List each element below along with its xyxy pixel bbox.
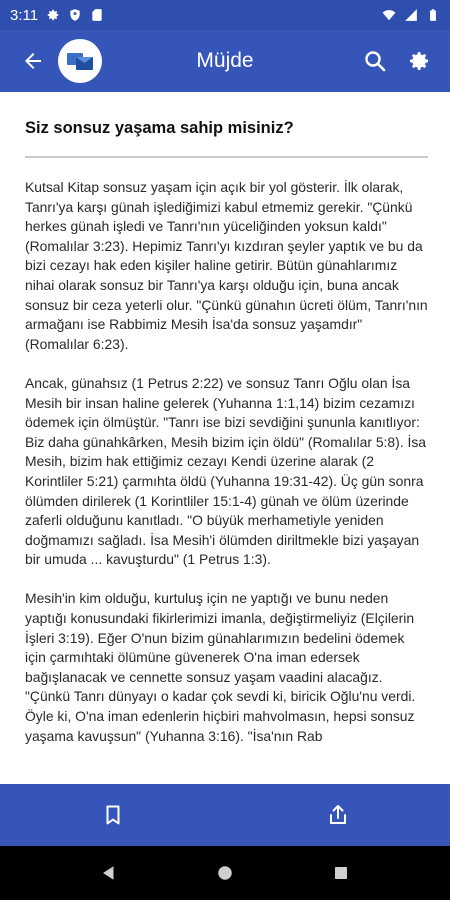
bottom-action-bar	[0, 784, 450, 846]
gear-icon	[46, 8, 60, 22]
app-logo-icon	[64, 45, 96, 77]
app-logo	[58, 39, 102, 83]
article-heading: Siz sonsuz yaşama sahip misiniz?	[25, 119, 294, 137]
search-icon	[363, 49, 387, 73]
heading-divider	[25, 156, 428, 158]
home-circle-icon	[216, 864, 234, 882]
bookmark-button[interactable]	[93, 795, 133, 835]
back-triangle-icon	[100, 864, 118, 882]
share-button[interactable]	[318, 795, 358, 835]
share-icon	[326, 803, 350, 827]
article-paragraph-2: Ancak, günahsız (1 Petrus 2:22) ve sonsuz Tanrı Oğlu olan İsa Mesih bir insan haline gelerek (Yuhanna 1:1,14) bizim cezamızı ödemek için ölmüştür. "Tanrı ise bizi sevdiğini şununla kanıtlıyor: Biz daha günahkârken, Mesih bizim için öldü" (Romalılar 5:8). İsa Mesih, bizim hak ettiğimiz cezayı Kendi üzerine alarak (2 Korintliler 5:21) çarmıhta öldü (Yuhanna 19:31-42). Üç gün sonra ölümden dirilerek (1 Korintliler 15:1-4) günah ve ölüm üzerinde zaferli olduğunu kanıtladı. "O büyük merhametiyle yeniden doğmamızı sağladı. İsa Mesih'i ölümden diriltmekle bizi yaşayan bir umuda ... kavuşturdu" (1 Petrus 1:3).	[25, 374, 426, 568]
shield-icon	[68, 8, 82, 22]
app-title: Müjde	[196, 49, 254, 72]
status-left	[10, 7, 104, 24]
wifi-icon	[382, 8, 396, 22]
battery-icon	[426, 8, 440, 22]
app-actions	[362, 48, 432, 74]
status-time: 3:11	[10, 6, 39, 24]
back-button[interactable]	[10, 30, 56, 92]
article-paragraph-1: Kutsal Kitap sonsuz yaşam için açık bir yol gösterir. İlk olarak, Tanrı'ya karşı günah işlediğimizi kabul etmemiz gerekir. "Çünkü herkes günah işledi ve Tanrı'nın yüceliğinden yoksun kaldı" (Romalılar 3:23). Hepimiz Tanrı'yı kızdıran şeyler yaptık ve bu da bizi cezayı hak eden kişiler haline getirir. Bütün günahlarımız nihai olarak sonsuz bir Tanrı'ya karşı olduğu için, buna ancak sonsuz bir ceza yeterli olur. "Çünkü günahın ücreti ölüm, Tanrı'nın armağanı ise Rabbimiz Mesih İsa'da sonsuz yaşamdır" (Romalılar 6:23).	[25, 179, 428, 352]
article-content[interactable]	[0, 92, 450, 784]
status-right	[382, 8, 440, 22]
bookmark-icon	[101, 803, 125, 827]
nav-back-button[interactable]	[97, 861, 121, 885]
nav-home-button[interactable]	[213, 861, 237, 885]
nav-recents-button[interactable]	[329, 861, 353, 885]
signal-icon	[404, 8, 418, 22]
recents-square-icon	[332, 864, 350, 882]
sd-card-icon	[90, 8, 104, 22]
status-bar	[0, 0, 450, 30]
article-paragraph-3: Mesih'in kim olduğu, kurtuluş için ne yaptığı ve bunu neden yaptığı konusundaki fikirlerimizi imanla, değiştirmeliyiz (Elçilerin İşleri 3:19). Eğer O'nun bizim günahlarımızın bedelini ödemek için çarmıhtaki ölümüne güvenerek O'na iman edersek bağışlanacak ve cennette sonsuz yaşam vaadini alacağız. "Çünkü Tanrı dünyayı o kadar çok sevdi ki, biricik Oğlu'nu verdi. Öyle ki, O'na iman edenlerin hiçbiri mahvolmasın, hepsi sonsuz yaşama kavuşsun" (Yuhanna 3:16). "İsa'nın Rab	[25, 590, 416, 744]
back-arrow-icon	[21, 49, 45, 73]
settings-icon	[407, 49, 431, 73]
search-button[interactable]	[362, 48, 388, 74]
settings-button[interactable]	[406, 48, 432, 74]
system-nav-bar	[0, 846, 450, 900]
app-bar	[0, 30, 450, 92]
